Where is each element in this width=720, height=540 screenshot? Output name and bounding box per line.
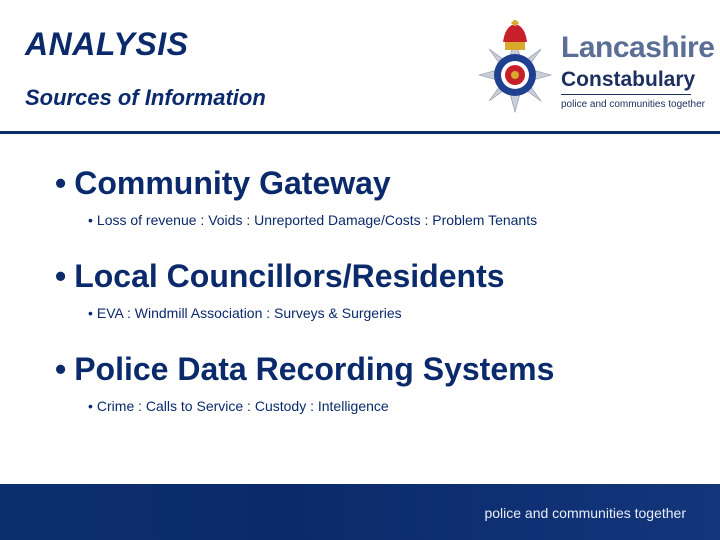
logo-tagline: police and communities together [561, 99, 705, 110]
bullet-detail [88, 397, 554, 415]
sub-bullet-dot-icon: • [88, 305, 93, 321]
footer-tagline: police and communities together [484, 505, 686, 521]
bullet-heading-text: Community Gateway [74, 165, 391, 201]
bullet-detail-text: Loss of revenue : Voids : Unreported Damage/Costs : Problem Tenants [96, 212, 538, 228]
police-star-crest-icon [475, 20, 555, 115]
bullet-detail-text: Crime : Calls to Service : Custody : Intelligence [96, 398, 389, 414]
bullet-heading-text: Local Councillors/Residents [74, 258, 505, 294]
logo-divider [561, 94, 691, 95]
slide-subtitle: Sources of Information [25, 85, 266, 110]
bullet-heading [55, 257, 505, 295]
bullet-dot-icon: • [55, 258, 67, 294]
bullet-item [55, 164, 537, 229]
bullet-detail [88, 304, 505, 322]
header-divider [0, 131, 720, 134]
bullet-dot-icon: • [55, 165, 67, 201]
sub-bullet-dot-icon: • [88, 212, 93, 228]
lancashire-constabulary-logo [475, 20, 715, 115]
bullet-dot-icon: • [55, 351, 67, 387]
bullet-detail [88, 211, 537, 229]
bullet-detail-text: EVA : Windmill Association : Surveys & Surgeries [96, 305, 402, 321]
bullet-item [55, 350, 554, 415]
bullet-item [55, 257, 505, 322]
sub-bullet-dot-icon: • [88, 398, 93, 414]
logo-subname: Constabulary [561, 68, 696, 91]
footer-bar [0, 484, 720, 540]
bullet-heading-text: Police Data Recording Systems [74, 351, 555, 387]
slide-title: ANALYSIS [25, 26, 189, 62]
bullet-heading [55, 164, 537, 202]
logo-name: Lancashire [561, 31, 715, 64]
bullet-heading [55, 350, 554, 388]
